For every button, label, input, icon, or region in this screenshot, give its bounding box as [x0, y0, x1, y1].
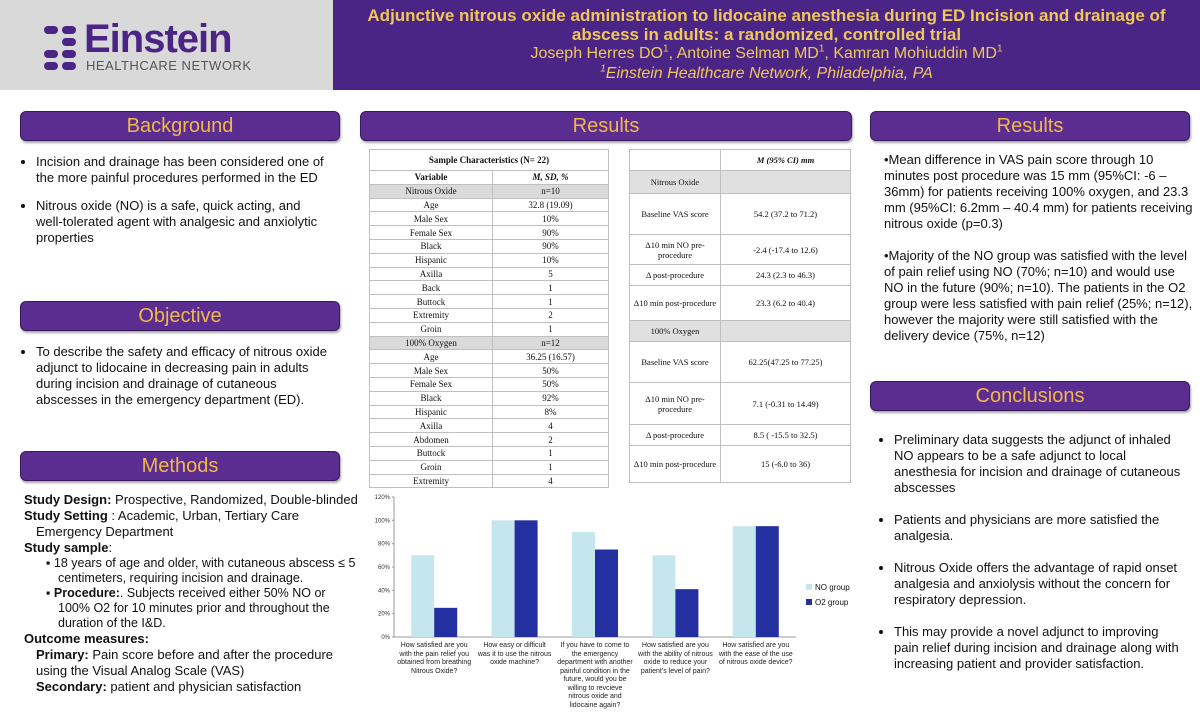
table-row: [370, 184, 609, 198]
procedure-item: ▪ Procedure:. Subjects received either 50% NO or 100% O2 for 10 minutes prior and throughout the duration of the I&D.: [46, 586, 330, 630]
row-value: 24.3 (2.3 to 46.3): [721, 265, 851, 286]
table-row: [370, 391, 609, 405]
row-label: Δ post-procedure: [630, 425, 721, 446]
y-tick-label: 0%: [381, 635, 390, 640]
sample-criteria: ▪ 18 years of age and older, with cutaneous abscess ≤ 5 centimeters, requiring incision and drainage.: [46, 556, 356, 585]
results-paragraph: •Mean difference in VAS pain score through 10 minutes post procedure was 15 mm (95%CI: -6 – 36mm) for patients receiving 100% oxygen, and 23.3 mm (95%CI: 6.2mm – 40.4 mm) for patients receiving nitrous oxide (p=0.3): [884, 152, 1193, 231]
row-label: Extremity: [370, 308, 493, 322]
methods-heading: Methods: [20, 451, 340, 481]
legend-swatch: [806, 599, 812, 605]
primary-outcome: Primary: Pain score before and after the procedure using the Visual Analog Scale (VAS): [36, 647, 334, 678]
row-label: Black: [370, 391, 493, 405]
legend-item: [806, 598, 850, 607]
table-row: [630, 321, 851, 342]
table-row: [630, 383, 851, 425]
row-label: Axilla: [370, 267, 493, 281]
row-value: [721, 171, 851, 194]
logo-subtitle: HEALTHCARE NETWORK: [86, 58, 252, 73]
table-row: [370, 336, 609, 350]
table-row: [630, 235, 851, 265]
table-row: [370, 308, 609, 322]
results-paragraph: •Majority of the NO group was satisfied with the level of pain relief using NO (70%; n=10) and would use NO in the future (90%; n=10). The patients in the O2 group were less satisfied with pain relief (25%; n=12), however the majority were still satisfied with the delivery device (75%, n=12): [884, 248, 1193, 343]
conclusions-heading: Conclusions: [870, 381, 1190, 411]
conclusion-bullet: • Nitrous Oxide offers the advantage of rapid onset analgesia and anxiolysis without the concern for respiratory depression.: [894, 560, 1184, 608]
row-value: 1: [493, 281, 609, 295]
row-value: -2.4 (-17.4 to 12.6): [721, 235, 851, 265]
satisfaction-chart: [366, 490, 860, 720]
logo-panel: [0, 0, 333, 90]
sample-characteristics-table: [369, 149, 609, 488]
row-label: Age: [370, 198, 493, 212]
row-value: n=12: [493, 336, 609, 350]
table-row: [630, 194, 851, 235]
row-value: 2: [493, 308, 609, 322]
row-label: Female Sex: [370, 377, 493, 391]
row-label: Δ10 min post-procedure: [630, 286, 721, 321]
bar-o2-group: [515, 520, 538, 637]
y-tick-label: 20%: [377, 611, 390, 618]
row-label: Groin: [370, 322, 493, 336]
row-label: Back: [370, 281, 493, 295]
row-value: 15 (-6.0 to 36): [721, 446, 851, 483]
x-category-label: How satisfied are you with the ease of the use of nitrous oxide device?: [718, 642, 793, 666]
results-summary: [884, 152, 1196, 344]
table-row: [370, 446, 609, 460]
background-bullet: • Incision and drainage has been considered one of the more painful procedures performed in the ED: [36, 154, 325, 186]
bar-no-group: [492, 520, 515, 637]
row-value: 23.3 (6.2 to 40.4): [721, 286, 851, 321]
author-list: Joseph Herres $DO^1$, Antoine Selman $MD^1$, Kamran Mohiuddin $MD^1$: [530, 43, 1003, 62]
row-value: 36.25 (16.57): [493, 350, 609, 364]
table-row: [370, 267, 609, 281]
row-label: 100% Oxygen: [630, 321, 721, 342]
row-label: Age: [370, 350, 493, 364]
bar-no-group: [652, 555, 675, 637]
conclusion-bullet: • Patients and physicians are more satisfied the analgesia.: [894, 512, 1184, 544]
x-category-label: How satisfied are you with the ability of nitrous oxide to reduce your patient's level of pain?: [638, 642, 713, 675]
row-value: 90%: [493, 239, 609, 253]
bar-no-group: [572, 532, 595, 637]
conclusion-bullet: • Preliminary data suggests the adjunct of inhaled NO appears to be a safe adjunct to local anesthesia for incision and drainage of cutaneous abscesses: [894, 432, 1184, 496]
table-row: [370, 281, 609, 295]
row-value: 1: [493, 460, 609, 474]
row-label: Groin: [370, 460, 493, 474]
results-heading-right: Results: [870, 111, 1190, 141]
poster-title-block: [333, 0, 1200, 90]
row-value: 4: [493, 474, 609, 488]
row-label: Abdomen: [370, 433, 493, 447]
bar-o2-group: [675, 589, 698, 637]
row-label: Δ10 min NO pre-procedure: [630, 235, 721, 265]
objective-heading: Objective: [20, 301, 340, 331]
table-row: [370, 198, 609, 212]
row-value: 8%: [493, 405, 609, 419]
objective-section: [20, 344, 340, 420]
row-value: 2: [493, 433, 609, 447]
row-value: 8.5 ( -15.5 to 32.5): [721, 425, 851, 446]
table-header: M (95% CI) mm: [721, 150, 851, 171]
bar-o2-group: [595, 550, 618, 638]
row-value: 54.2 (37.2 to 71.2): [721, 194, 851, 235]
row-label: Buttock: [370, 295, 493, 309]
conclusion-bullet: • This may provide a novel adjunct to improving pain relief during incision and drainage along with increasing patient and provider satisfaction.: [894, 624, 1184, 672]
row-label: Δ10 min NO pre-procedure: [630, 383, 721, 425]
legend-swatch: [806, 584, 812, 590]
table-row: [370, 350, 609, 364]
table-row: [370, 405, 609, 419]
table-row: [370, 433, 609, 447]
table-row: [370, 212, 609, 226]
background-heading: Background: [20, 111, 340, 141]
table-caption: Sample Characteristics (N= 22): [370, 150, 609, 171]
table-row: [370, 295, 609, 309]
legend-label: NO group: [815, 583, 850, 592]
table-header: Variable: [370, 171, 493, 185]
einstein-logo-mark-icon: [44, 26, 78, 72]
row-label: Nitrous Oxide: [630, 171, 721, 194]
row-value: 10%: [493, 212, 609, 226]
poster-title-line-2: abscess in adults: a randomized, controlled trial: [571, 25, 962, 44]
row-value: 32.8 (19.09): [493, 198, 609, 212]
row-label: Extremity: [370, 474, 493, 488]
chart-plot: [366, 490, 860, 640]
mean-ci-table: [629, 149, 851, 483]
table-header: M, SD, %: [493, 171, 609, 185]
table-row: [370, 460, 609, 474]
row-value: 5: [493, 267, 609, 281]
legend-item: [806, 583, 850, 592]
poster-title-line-1: Adjunctive nitrous oxide administration to lidocaine anesthesia during ED Incision and drainage of: [367, 6, 1166, 25]
row-label: Baseline VAS score: [630, 194, 721, 235]
table-row: [370, 377, 609, 391]
table-row: [630, 342, 851, 383]
row-label: Hispanic: [370, 253, 493, 267]
table-row: [630, 446, 851, 483]
row-value: 1: [493, 295, 609, 309]
row-value: 50%: [493, 377, 609, 391]
row-value: 90%: [493, 226, 609, 240]
background-section: [20, 154, 325, 258]
row-value: 62.25(47.25 to 77.25): [721, 342, 851, 383]
row-value: 1: [493, 322, 609, 336]
row-value: 10%: [493, 253, 609, 267]
row-value: 92%: [493, 391, 609, 405]
study-setting: Study Setting : Academic, Urban, Tertiary Care Emergency Department: [24, 508, 300, 539]
table-row: [630, 171, 851, 194]
row-label: Hispanic: [370, 405, 493, 419]
table-row: [370, 239, 609, 253]
row-value: 4: [493, 419, 609, 433]
legend-label: O2 group: [815, 598, 849, 607]
secondary-outcome: Secondary: patient and physician satisfaction: [36, 679, 302, 694]
row-label: Buttock: [370, 446, 493, 460]
y-tick-label: 120%: [374, 495, 390, 501]
chart-legend: [806, 583, 850, 613]
row-label: Δ10 min post-procedure: [630, 446, 721, 483]
bar-no-group: [411, 555, 434, 637]
table-row: [370, 253, 609, 267]
y-tick-label: 60%: [377, 565, 390, 571]
row-label: Male Sex: [370, 212, 493, 226]
row-value: 7.1 (-0.31 to 14.49): [721, 383, 851, 425]
study-sample: Study sample:: [24, 540, 113, 555]
row-value: [721, 321, 851, 342]
table-row: [630, 265, 851, 286]
x-category-label: How easy or difficult was it to use the nitrous oxide machine?: [477, 642, 552, 666]
row-label: Female Sex: [370, 226, 493, 240]
table-row: [370, 419, 609, 433]
row-label: Axilla: [370, 419, 493, 433]
x-category-label: How satisfied are you with the pain relief you obtained from breathing Nitrous Oxide?: [397, 642, 472, 675]
chart-category-labels: [366, 642, 860, 722]
row-label: Male Sex: [370, 364, 493, 378]
bar-o2-group: [434, 608, 457, 637]
conclusions-section: [872, 432, 1184, 688]
y-tick-label: 80%: [377, 541, 390, 548]
objective-bullet: • To describe the safety and efficacy of nitrous oxide adjunct to lidocaine in decreasing pain in adults during incision and drainage of cutaneous abscesses in the emergency department (ED).: [36, 344, 340, 408]
methods-section: [24, 492, 360, 695]
bar-o2-group: [756, 526, 779, 637]
bar-no-group: [733, 526, 756, 637]
row-label: Δ post-procedure: [630, 265, 721, 286]
logo-wordmark: Einstein: [84, 17, 232, 61]
background-bullet: • Nitrous oxide (NO) is a safe, quick acting, and well-tolerated agent with analgesic and anxiolytic properties: [36, 198, 325, 246]
y-tick-label: 40%: [377, 588, 390, 595]
row-value: 1: [493, 446, 609, 460]
table-row: [370, 364, 609, 378]
row-label: Nitrous Oxide: [370, 184, 493, 198]
row-label: Baseline VAS score: [630, 342, 721, 383]
y-tick-label: 100%: [374, 518, 390, 525]
row-value: n=10: [493, 184, 609, 198]
row-value: 50%: [493, 364, 609, 378]
table-row: [370, 226, 609, 240]
table-row: [630, 425, 851, 446]
outcome-measures: Outcome measures:: [24, 631, 149, 646]
row-label: 100% Oxygen: [370, 336, 493, 350]
affiliation: $^1$Einstein Healthcare Network, Philadelphia, PA: [600, 63, 933, 82]
results-heading-center: Results: [360, 111, 852, 141]
row-label: Black: [370, 239, 493, 253]
table-row: [370, 322, 609, 336]
table-row: [370, 474, 609, 488]
study-design: Study Design: Prospective, Randomized, Double-blinded: [24, 492, 358, 507]
table-row: [630, 286, 851, 321]
x-category-label: If you have to come to the emergency department with another painful condition in the future, would you be willing to revcieve nitrous oxide and lidocaine again?: [557, 642, 633, 709]
